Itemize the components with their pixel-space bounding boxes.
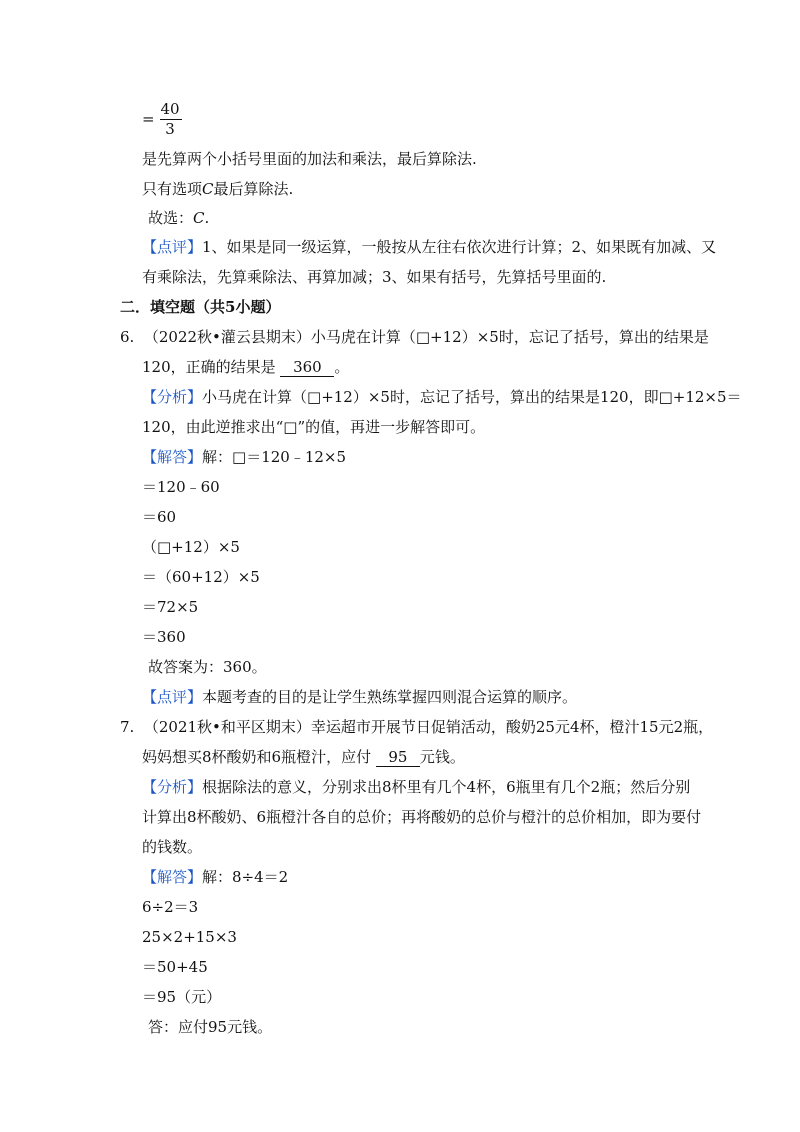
q6-analysis-text: 小马虎在计算（□+12）×5时，忘记了括号，算出的结果是120，即□+12×5＝ (202, 388, 742, 406)
q5-explanation: 是先算两个小括号里面的加法和乘法，最后算除法. (142, 150, 477, 168)
q7-step: 6÷2＝3 (142, 898, 199, 916)
q7-analysis-text: 根据除法的意义，分别求出8杯里有几个4杯，6瓶里有几个2瓶；然后分别 (202, 778, 691, 796)
q6-step: ＝360 (142, 628, 186, 646)
q5-option-var: C (202, 180, 214, 198)
comment-tag: 【点评】 (142, 238, 203, 256)
q6-comment (142, 688, 577, 706)
q5-answer-post: . (204, 209, 210, 227)
q5-comment-text: 1、如果是同一级运算，一般按从左往右依次进行计算；2、如果既有加减、又 (202, 238, 717, 256)
q5-option-note-post: 最后算除法. (213, 180, 294, 198)
q5-option-note (142, 180, 293, 198)
comment-tag: 【点评】 (142, 688, 203, 706)
q6-comment-text: 本题考查的目的是让学生熟练掌握四则混合运算的顺序。 (202, 688, 578, 706)
q6-stem-line1 (120, 328, 709, 346)
q7-stem-post: 元钱。 (419, 748, 465, 766)
fraction-numerator: 40 (160, 100, 180, 118)
q7-solution-first: 解：8÷4＝2 (202, 868, 289, 886)
q6-stem-line2 (142, 358, 349, 377)
q6-step: ＝60 (142, 508, 177, 526)
q7-stem-line2 (142, 748, 465, 767)
fraction-denominator: 3 (165, 120, 175, 138)
q5-option-note-pre: 只有选项 (142, 180, 203, 198)
q5-answer (148, 209, 209, 227)
q6-analysis (142, 388, 742, 406)
q7-final-answer: 答：应付95元钱。 (148, 1018, 273, 1036)
q7-step: 25×2+15×3 (142, 928, 237, 946)
analysis-tag: 【分析】 (142, 778, 203, 796)
q5-comment (142, 238, 716, 256)
q6-analysis-cont: 120，由此逆推求出“□”的值，再进一步解答即可。 (142, 418, 486, 436)
q7-stem-line1 (120, 718, 713, 736)
q6-final-answer: 故答案为：360。 (148, 658, 267, 676)
q6-step: ＝（60+12）×5 (142, 568, 260, 586)
q7-analysis (142, 778, 690, 796)
q6-step: （□+12）×5 (142, 538, 240, 556)
q5-comment-cont: 有乘除法，先算乘除法、再算加减；3、如果有括号，先算括号里面的. (142, 268, 607, 286)
q7-analysis-cont: 计算出8杯酸奶、6瓶橙汁各自的总价；再将酸奶的总价与橙汁的总价相加，即为要付 (142, 808, 702, 826)
q6-solution-first: 解：□＝120﹣12×5 (202, 448, 347, 466)
q6-step: ＝120﹣60 (142, 478, 220, 496)
q7-answer-blank: 95 (376, 748, 420, 767)
solution-tag: 【解答】 (142, 448, 203, 466)
fraction-equals: = (142, 110, 155, 128)
q6-stem-post: 。 (334, 358, 350, 376)
q7-step: ＝95（元） (142, 988, 222, 1006)
section-heading: 二．填空题（共5小题） (120, 298, 281, 316)
q5-answer-var: C (193, 209, 205, 227)
q7-number: 7. (120, 718, 135, 736)
q6-solution (142, 448, 346, 466)
q6-step: ＝72×5 (142, 598, 199, 616)
q6-stem-text: （2022秋•灌云县期末）小马虎在计算（□+12）×5时，忘记了括号，算出的结果是 (143, 328, 709, 346)
analysis-tag: 【分析】 (142, 388, 203, 406)
q6-stem-pre: 120，正确的结果是 (142, 358, 276, 376)
solution-tag: 【解答】 (142, 868, 203, 886)
q6-number: 6. (120, 328, 135, 346)
q7-solution (142, 868, 288, 886)
q5-answer-pre: 故选： (148, 209, 194, 227)
q7-stem-pre: 妈妈想买8杯酸奶和6瓶橙汁，应付 (142, 748, 372, 766)
q7-step: ＝50+45 (142, 958, 208, 976)
q7-stem-text: （2021秋•和平区期末）幸运超市开展节日促销活动，酸奶25元4杯，橙汁15元2瓶， (143, 718, 714, 736)
q6-answer-blank: 360 (280, 358, 334, 377)
q7-analysis-cont: 的钱数。 (142, 838, 203, 856)
